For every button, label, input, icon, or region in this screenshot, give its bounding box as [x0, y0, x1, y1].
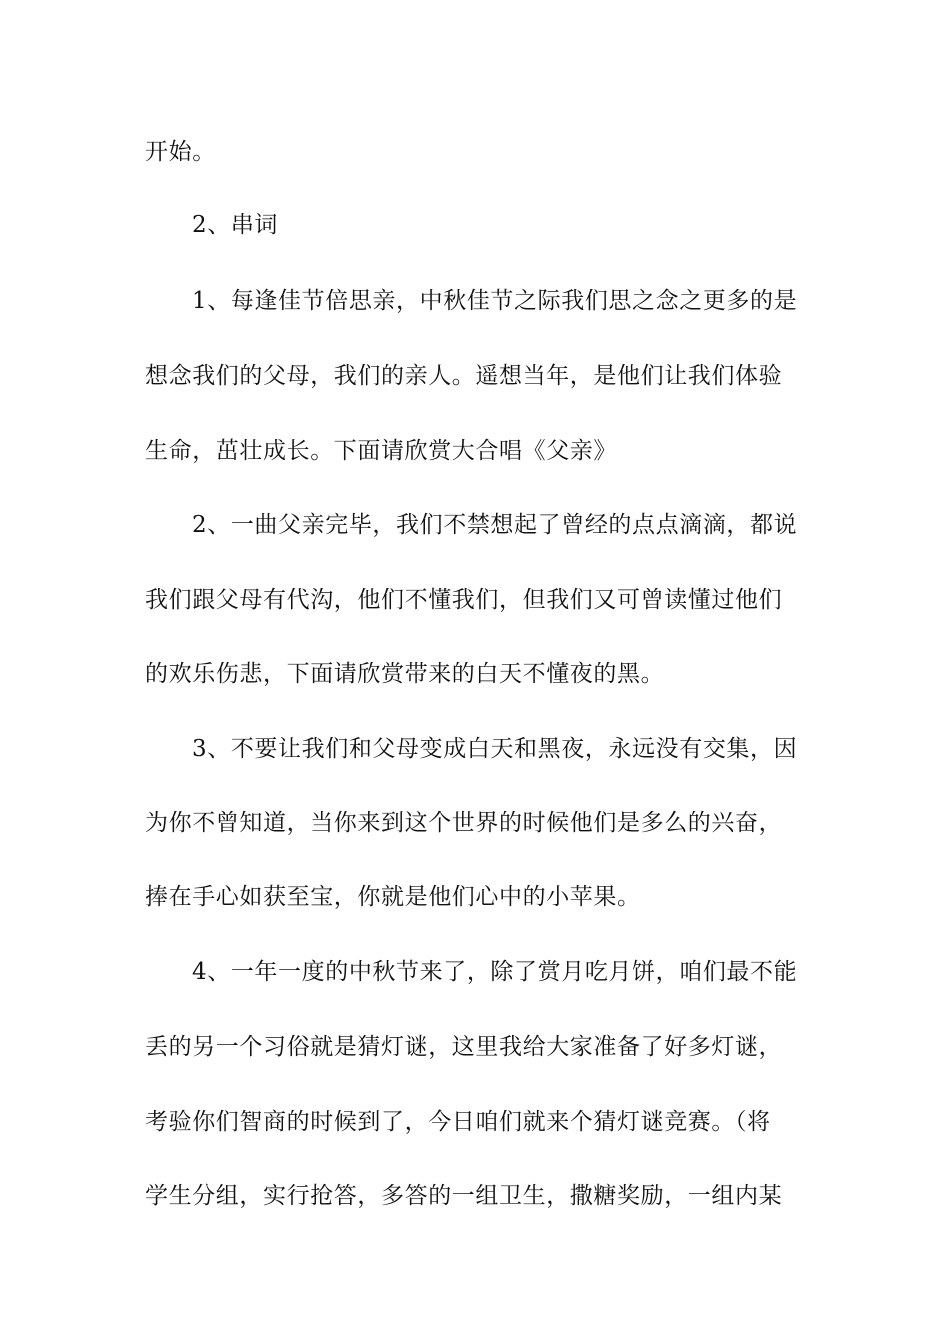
- text-line: 2、一曲父亲完毕，我们不禁想起了曾经的点点滴滴，都说: [192, 512, 798, 538]
- text-line: 的欢乐伤悲，下面请欣赏带来的白天不懂夜的黑。: [145, 661, 665, 687]
- text-line: 生命，茁壮成长。下面请欣赏大合唱《父亲》: [145, 438, 617, 464]
- text-line: 3、不要让我们和父母变成白天和黑夜，永远没有交集，因: [192, 736, 798, 762]
- text-line: 考验你们智商的时候到了，今日咱们就来个猜灯谜竞赛。（将: [145, 1109, 771, 1135]
- text-line: 为你不曾知道，当你来到这个世界的时候他们是多么的兴奋，: [145, 810, 783, 836]
- text-line: 学生分组，实行抢答，多答的一组卫生，撒糖奖励，一组内某: [145, 1183, 783, 1209]
- text-line: 捧在手心如获至宝，你就是他们心中的小苹果。: [145, 884, 641, 910]
- section-heading: 2、串词: [192, 212, 279, 238]
- text-line: 4、一年一度的中秋节来了，除了赏月吃月饼，咱们最不能: [192, 959, 798, 985]
- text-line: 我们跟父母有代沟，他们不懂我们，但我们又可曾读懂过他们: [145, 587, 783, 613]
- text-line: 1、每逢佳节倍思亲，中秋佳节之际我们思之念之更多的是: [192, 288, 798, 314]
- text-line: 开始。: [145, 139, 216, 165]
- text-line: 想念我们的父母，我们的亲人。遥想当年，是他们让我们体验: [145, 363, 783, 389]
- text-line: 丢的另一个习俗就是猜灯谜，这里我给大家准备了好多灯谜，: [145, 1034, 783, 1060]
